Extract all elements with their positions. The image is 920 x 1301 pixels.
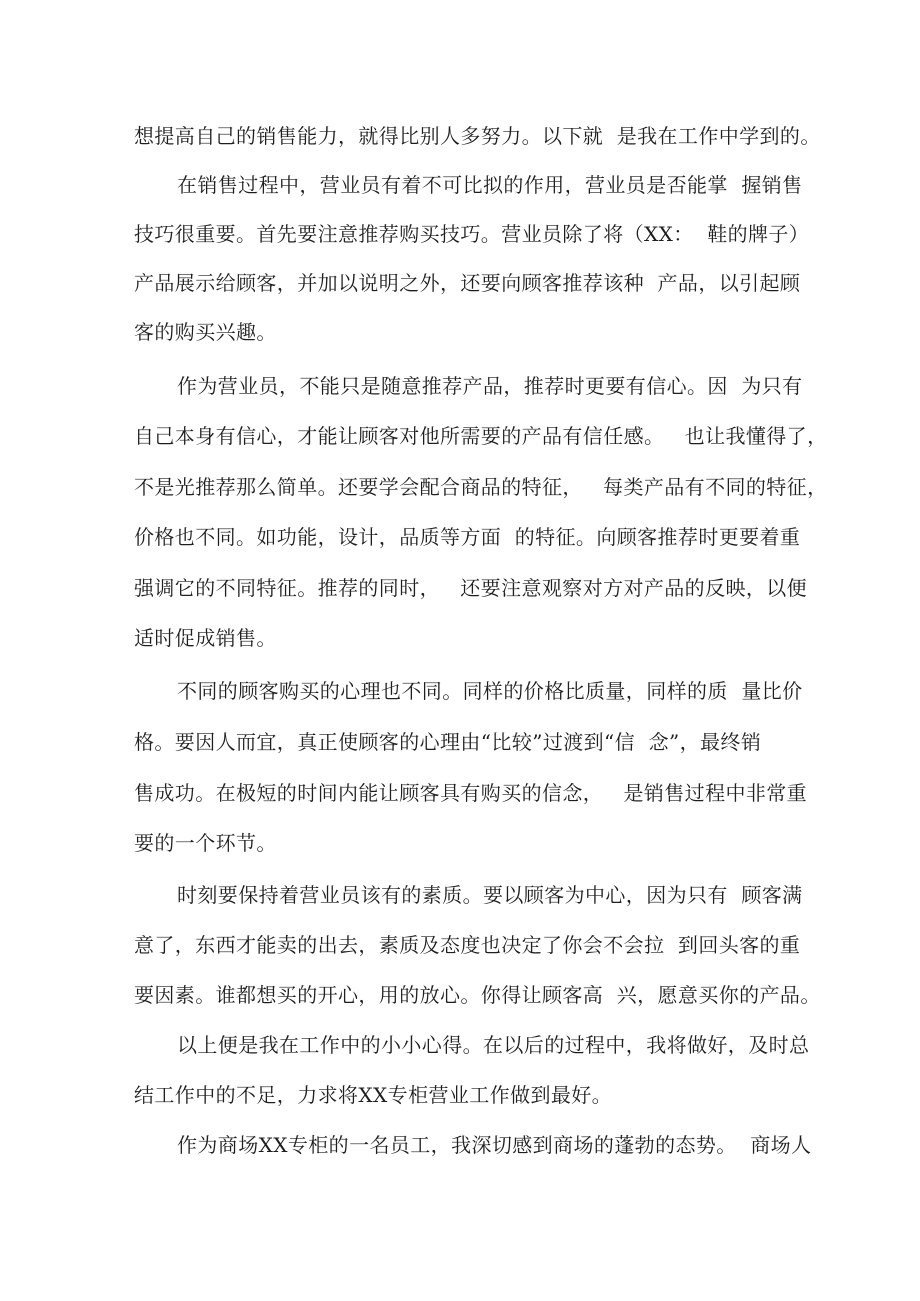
- text-line-2: 在销售过程中，营业员有着不可比拟的作用，营业员是否能掌 握销售: [177, 173, 803, 197]
- text-line-16: 时刻要保持着营业员该有的素质。要以顾客为中心，因为只有 顾客满: [177, 883, 803, 907]
- text-line-13: 格。要因人而宜，真正使顾客的心理由“比较”过渡到“信 念”，最终销: [134, 730, 762, 754]
- text-line-7: 自己本身有信心，才能让顾客对他所需要的产品有信任感。 也让我懂得了，: [134, 424, 828, 448]
- text-line-19: 以上便是我在工作中的小小心得。在以后的过程中，我将做好，及时总: [177, 1033, 810, 1057]
- text-line-21: 作为商场XX专柜的一名员工，我深切感到商场的蓬勃的态势。 商场人: [177, 1133, 812, 1157]
- text-line-11: 适时促成销售。: [134, 626, 277, 650]
- text-line-8: 不是光推荐那么简单。还要学会配合商品的特征， 每类产品有不同的特征，: [134, 475, 828, 499]
- text-line-18: 要因素。谁都想买的开心，用的放心。你得让顾客高 兴，愿意买你的产品。: [134, 983, 821, 1007]
- text-line-3: 技巧很重要。首先要注意推荐购买技巧。营业员除了将（XX： 鞋的牌子）: [134, 222, 810, 246]
- text-line-9: 价格也不同。如功能，设计，品质等方面 的特征。向顾客推荐时更要着重: [134, 525, 801, 549]
- text-line-5: 客的购买兴趣。: [134, 320, 277, 344]
- text-line-12: 不同的顾客购买的心理也不同。同样的价格比质量，同样的质 量比价: [177, 679, 803, 703]
- text-line-15: 要的一个环节。: [134, 831, 277, 855]
- text-line-4: 产品展示给顾客，并加以说明之外，还要向顾客推荐该种 产品，以引起顾: [134, 271, 801, 295]
- text-line-20: 结工作中的不足，力求将XX专柜营业工作做到最好。: [134, 1083, 613, 1107]
- text-line-1: 想提高自己的销售能力，就得比别人多努力。以下就 是我在工作中学到的。: [134, 124, 821, 148]
- text-line-10: 强调它的不同特征。推荐的同时， 还要注意观察对方对产品的反映，以便: [134, 576, 808, 600]
- text-line-14: 售成功。在极短的时间内能让顾客具有购买的信念， 是销售过程中非常重: [134, 781, 808, 805]
- text-line-17: 意了，东西才能卖的出去，素质及态度也决定了你会不会拉 到回头客的重: [134, 933, 801, 957]
- text-line-6: 作为营业员，不能只是随意推荐产品，推荐时更要有信心。因 为只有: [177, 374, 803, 398]
